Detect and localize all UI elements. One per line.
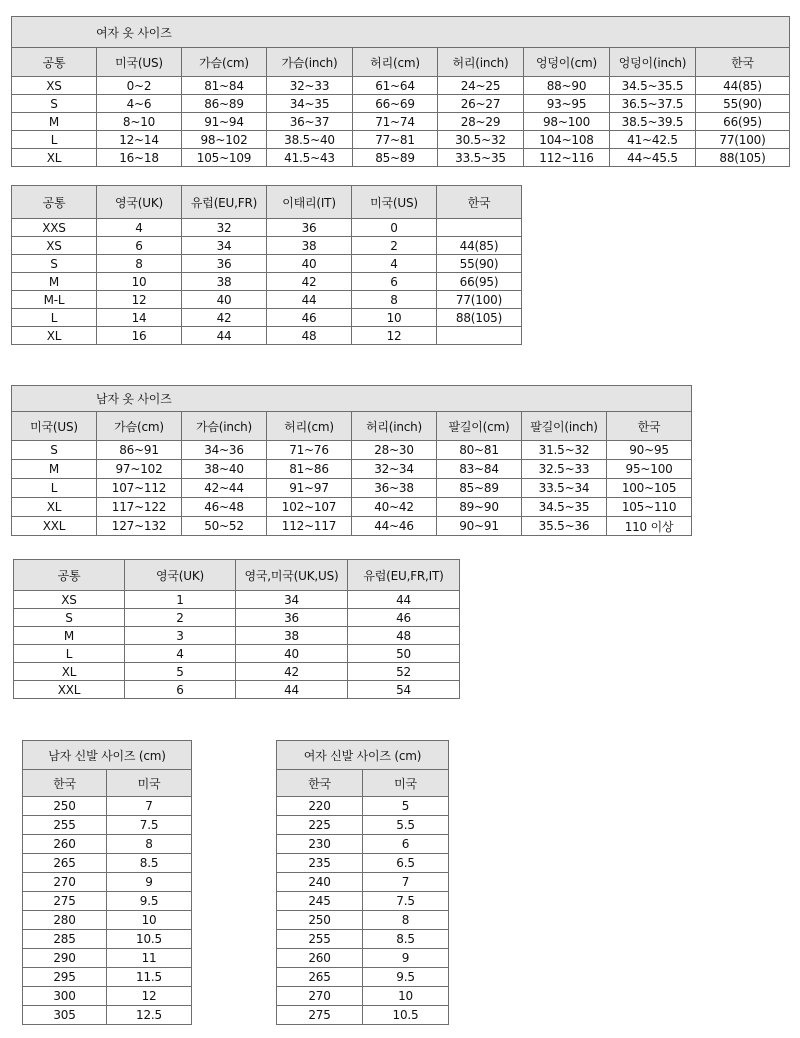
table-cell: 31.5~32 bbox=[522, 441, 607, 460]
table-cell: 255 bbox=[277, 930, 363, 949]
table-cell: 12.5 bbox=[107, 1006, 192, 1025]
table-row bbox=[23, 816, 192, 835]
table-cell: 265 bbox=[23, 854, 107, 873]
table-cell: 9 bbox=[363, 949, 449, 968]
table-cell: 127~132 bbox=[97, 517, 182, 536]
table-cell: 77~81 bbox=[353, 131, 438, 149]
table-cell: 54 bbox=[348, 681, 460, 699]
table-row bbox=[277, 816, 449, 835]
table-cell: 34~36 bbox=[182, 441, 267, 460]
table-row bbox=[12, 309, 522, 327]
table-cell: 40 bbox=[267, 255, 352, 273]
table-cell: 3 bbox=[125, 627, 236, 645]
table-cell: 12~14 bbox=[97, 131, 182, 149]
table-cell: S bbox=[12, 95, 97, 113]
table-cell: 11 bbox=[107, 949, 192, 968]
table-row bbox=[12, 291, 522, 309]
table-row bbox=[277, 968, 449, 987]
table-cell: L bbox=[12, 309, 97, 327]
table-cell: 10.5 bbox=[363, 1006, 449, 1025]
table-cell: 98~102 bbox=[182, 131, 267, 149]
column-header: 엉덩이(cm) bbox=[524, 48, 610, 77]
table-row bbox=[23, 968, 192, 987]
table-cell: 7.5 bbox=[107, 816, 192, 835]
women-clothes-title: 여자 옷 사이즈 bbox=[12, 17, 790, 48]
table-cell: 10.5 bbox=[107, 930, 192, 949]
table-cell: 12 bbox=[352, 327, 437, 345]
table-row bbox=[23, 1006, 192, 1025]
table-cell: 35.5~36 bbox=[522, 517, 607, 536]
table-cell: 41.5~43 bbox=[267, 149, 353, 167]
table-cell: 275 bbox=[277, 1006, 363, 1025]
table-cell: 71~76 bbox=[267, 441, 352, 460]
men-international-size-table bbox=[13, 559, 460, 699]
table-cell: 34.5~35.5 bbox=[610, 77, 696, 95]
table-cell: 112~116 bbox=[524, 149, 610, 167]
women-shoe-size-table bbox=[276, 740, 449, 1025]
table-cell: 105~109 bbox=[182, 149, 267, 167]
table-cell: 270 bbox=[23, 873, 107, 892]
table-cell: 85~89 bbox=[437, 479, 522, 498]
column-header: 공통 bbox=[12, 186, 97, 219]
table-cell: 2 bbox=[125, 609, 236, 627]
column-header: 영국(UK) bbox=[97, 186, 182, 219]
table-cell: 5 bbox=[125, 663, 236, 681]
column-header: 미국(US) bbox=[97, 48, 182, 77]
table-cell: L bbox=[12, 131, 97, 149]
table-cell: 260 bbox=[277, 949, 363, 968]
table-cell: 44~45.5 bbox=[610, 149, 696, 167]
table-cell: 42 bbox=[236, 663, 348, 681]
table-cell: 4 bbox=[97, 219, 182, 237]
table-cell: 33.5~34 bbox=[522, 479, 607, 498]
table-cell: 305 bbox=[23, 1006, 107, 1025]
table-cell: 12 bbox=[107, 987, 192, 1006]
men-clothes-size-table bbox=[11, 385, 692, 536]
table-row bbox=[12, 273, 522, 291]
table-cell: 26~27 bbox=[438, 95, 524, 113]
table-cell: 285 bbox=[23, 930, 107, 949]
table-cell: 91~94 bbox=[182, 113, 267, 131]
column-header: 한국 bbox=[23, 770, 107, 797]
column-header: 공통 bbox=[14, 560, 125, 591]
table-cell: 81~84 bbox=[182, 77, 267, 95]
table-cell: 280 bbox=[23, 911, 107, 930]
table-cell: 10 bbox=[363, 987, 449, 1006]
table-cell: XS bbox=[12, 77, 97, 95]
men-clothes-title: 남자 옷 사이즈 bbox=[12, 386, 692, 412]
table-cell: 42 bbox=[267, 273, 352, 291]
table-row bbox=[23, 797, 192, 816]
table-cell: 32~33 bbox=[267, 77, 353, 95]
table-cell: 98~100 bbox=[524, 113, 610, 131]
table-cell: 260 bbox=[23, 835, 107, 854]
table-cell: 38 bbox=[267, 237, 352, 255]
table-cell: 95~100 bbox=[607, 460, 692, 479]
table-cell: 90~95 bbox=[607, 441, 692, 460]
table-cell: 245 bbox=[277, 892, 363, 911]
table-cell: 36.5~37.5 bbox=[610, 95, 696, 113]
table-cell: 6 bbox=[125, 681, 236, 699]
table-cell: XL bbox=[14, 663, 125, 681]
table-cell: 85~89 bbox=[353, 149, 438, 167]
table-cell: 38.5~40 bbox=[267, 131, 353, 149]
table-cell: 30.5~32 bbox=[438, 131, 524, 149]
table-cell: 71~74 bbox=[353, 113, 438, 131]
table-cell: 77(100) bbox=[437, 291, 522, 309]
column-header: 영국(UK) bbox=[125, 560, 236, 591]
table-cell: 6.5 bbox=[363, 854, 449, 873]
column-header: 미국 bbox=[363, 770, 449, 797]
table-cell: 34 bbox=[236, 591, 348, 609]
table-row bbox=[277, 930, 449, 949]
table-cell: 2 bbox=[352, 237, 437, 255]
table-cell: 250 bbox=[277, 911, 363, 930]
column-header: 팔길이(inch) bbox=[522, 412, 607, 441]
table-row bbox=[23, 911, 192, 930]
table-cell: 90~91 bbox=[437, 517, 522, 536]
column-header: 공통 bbox=[12, 48, 97, 77]
table-cell: 8 bbox=[363, 911, 449, 930]
table-cell: 250 bbox=[23, 797, 107, 816]
table-cell: 44(85) bbox=[696, 77, 790, 95]
table-cell: 36~37 bbox=[267, 113, 353, 131]
table-cell: 32~34 bbox=[352, 460, 437, 479]
table-row bbox=[23, 835, 192, 854]
table-cell: 40 bbox=[236, 645, 348, 663]
table-row bbox=[12, 441, 692, 460]
column-header: 가슴(cm) bbox=[182, 48, 267, 77]
table-cell: 38 bbox=[236, 627, 348, 645]
table-cell: 5.5 bbox=[363, 816, 449, 835]
women-clothes-size-table bbox=[11, 16, 790, 167]
table-cell: 235 bbox=[277, 854, 363, 873]
table-row bbox=[277, 873, 449, 892]
table-row bbox=[277, 987, 449, 1006]
table-cell: 66(95) bbox=[437, 273, 522, 291]
table-row bbox=[12, 479, 692, 498]
table-cell: 7.5 bbox=[363, 892, 449, 911]
table-cell: 55(90) bbox=[696, 95, 790, 113]
table-cell: 48 bbox=[348, 627, 460, 645]
table-cell: 9.5 bbox=[363, 968, 449, 987]
table-cell: 33.5~35 bbox=[438, 149, 524, 167]
table-row bbox=[23, 930, 192, 949]
column-header: 가슴(cm) bbox=[97, 412, 182, 441]
table-row bbox=[12, 219, 522, 237]
table-cell: 32 bbox=[182, 219, 267, 237]
column-header: 팔길이(cm) bbox=[437, 412, 522, 441]
table-cell: 10 bbox=[352, 309, 437, 327]
column-header: 가슴(inch) bbox=[182, 412, 267, 441]
table-cell: 240 bbox=[277, 873, 363, 892]
table-cell: 4 bbox=[125, 645, 236, 663]
table-row bbox=[23, 854, 192, 873]
table-cell: 265 bbox=[277, 968, 363, 987]
men-shoes-title: 남자 신발 사이즈 (cm) bbox=[23, 741, 192, 770]
column-header: 엉덩이(inch) bbox=[610, 48, 696, 77]
column-header: 허리(inch) bbox=[438, 48, 524, 77]
table-row bbox=[12, 113, 790, 131]
table-cell: 107~112 bbox=[97, 479, 182, 498]
table-cell: 48 bbox=[267, 327, 352, 345]
table-row bbox=[14, 663, 460, 681]
table-cell: 6 bbox=[352, 273, 437, 291]
table-cell: 8.5 bbox=[107, 854, 192, 873]
table-cell: 38 bbox=[182, 273, 267, 291]
table-cell: 91~97 bbox=[267, 479, 352, 498]
table-row bbox=[14, 609, 460, 627]
table-cell: 83~84 bbox=[437, 460, 522, 479]
column-header: 유럽(EU,FR) bbox=[182, 186, 267, 219]
table-cell: 44 bbox=[348, 591, 460, 609]
table-row bbox=[12, 460, 692, 479]
column-header: 허리(cm) bbox=[353, 48, 438, 77]
table-cell: 230 bbox=[277, 835, 363, 854]
table-cell: XXL bbox=[12, 517, 97, 536]
table-cell: 34.5~35 bbox=[522, 498, 607, 517]
table-cell: 100~105 bbox=[607, 479, 692, 498]
table-cell: 4~6 bbox=[97, 95, 182, 113]
table-cell: 28~29 bbox=[438, 113, 524, 131]
column-header: 허리(cm) bbox=[267, 412, 352, 441]
table-cell: 9.5 bbox=[107, 892, 192, 911]
table-cell: 12 bbox=[97, 291, 182, 309]
column-header: 미국 bbox=[107, 770, 192, 797]
table-cell: XS bbox=[14, 591, 125, 609]
table-cell: 36 bbox=[267, 219, 352, 237]
table-row bbox=[12, 95, 790, 113]
table-cell: 55(90) bbox=[437, 255, 522, 273]
table-cell: XL bbox=[12, 327, 97, 345]
table-row bbox=[12, 255, 522, 273]
table-row bbox=[277, 854, 449, 873]
table-cell: M bbox=[12, 460, 97, 479]
table-cell: S bbox=[14, 609, 125, 627]
table-cell: 44 bbox=[236, 681, 348, 699]
table-cell: 77(100) bbox=[696, 131, 790, 149]
table-row bbox=[12, 131, 790, 149]
column-header: 한국 bbox=[437, 186, 522, 219]
table-cell: 8 bbox=[352, 291, 437, 309]
table-cell: 36~38 bbox=[352, 479, 437, 498]
table-cell: 34~35 bbox=[267, 95, 353, 113]
table-cell: 44~46 bbox=[352, 517, 437, 536]
table-cell: 86~89 bbox=[182, 95, 267, 113]
table-cell: 8~10 bbox=[97, 113, 182, 131]
table-cell: 300 bbox=[23, 987, 107, 1006]
table-cell: 66~69 bbox=[353, 95, 438, 113]
table-cell: L bbox=[12, 479, 97, 498]
table-row bbox=[14, 681, 460, 699]
table-cell: L bbox=[14, 645, 125, 663]
table-cell: M bbox=[14, 627, 125, 645]
table-cell bbox=[437, 219, 522, 237]
table-cell: S bbox=[12, 255, 97, 273]
table-row bbox=[277, 911, 449, 930]
table-cell: 89~90 bbox=[437, 498, 522, 517]
table-cell: XL bbox=[12, 149, 97, 167]
table-cell: XS bbox=[12, 237, 97, 255]
table-cell: M bbox=[12, 113, 97, 131]
table-row bbox=[23, 892, 192, 911]
table-cell: 36 bbox=[182, 255, 267, 273]
table-cell: 8 bbox=[107, 835, 192, 854]
table-cell: 112~117 bbox=[267, 517, 352, 536]
table-cell: 42~44 bbox=[182, 479, 267, 498]
table-cell: 50~52 bbox=[182, 517, 267, 536]
table-row bbox=[12, 149, 790, 167]
table-cell: 41~42.5 bbox=[610, 131, 696, 149]
table-cell: 14 bbox=[97, 309, 182, 327]
table-cell: 6 bbox=[97, 237, 182, 255]
table-cell: 8.5 bbox=[363, 930, 449, 949]
table-cell: 38.5~39.5 bbox=[610, 113, 696, 131]
table-cell: 24~25 bbox=[438, 77, 524, 95]
column-header: 한국 bbox=[696, 48, 790, 77]
table-cell: 110 이상 bbox=[607, 517, 692, 536]
table-cell: 52 bbox=[348, 663, 460, 681]
table-cell: 7 bbox=[107, 797, 192, 816]
table-cell: 97~102 bbox=[97, 460, 182, 479]
table-row bbox=[23, 987, 192, 1006]
table-cell: 9 bbox=[107, 873, 192, 892]
table-cell: 255 bbox=[23, 816, 107, 835]
table-cell: 7 bbox=[363, 873, 449, 892]
table-cell: 295 bbox=[23, 968, 107, 987]
table-cell: 34 bbox=[182, 237, 267, 255]
table-cell: 104~108 bbox=[524, 131, 610, 149]
table-row bbox=[23, 949, 192, 968]
table-cell: 61~64 bbox=[353, 77, 438, 95]
table-cell: 93~95 bbox=[524, 95, 610, 113]
table-cell: 36 bbox=[236, 609, 348, 627]
table-cell: 4 bbox=[352, 255, 437, 273]
column-header: 유럽(EU,FR,IT) bbox=[348, 560, 460, 591]
table-cell: 290 bbox=[23, 949, 107, 968]
table-cell: 44 bbox=[267, 291, 352, 309]
table-cell: 275 bbox=[23, 892, 107, 911]
table-cell: 81~86 bbox=[267, 460, 352, 479]
table-cell: 5 bbox=[363, 797, 449, 816]
table-cell bbox=[437, 327, 522, 345]
table-cell: 88~90 bbox=[524, 77, 610, 95]
column-header: 한국 bbox=[277, 770, 363, 797]
table-cell: 11.5 bbox=[107, 968, 192, 987]
column-header: 영국,미국(UK,US) bbox=[236, 560, 348, 591]
table-cell: 28~30 bbox=[352, 441, 437, 460]
table-row bbox=[14, 591, 460, 609]
table-cell: 8 bbox=[97, 255, 182, 273]
table-cell: 66(95) bbox=[696, 113, 790, 131]
table-row bbox=[277, 892, 449, 911]
men-shoe-size-table bbox=[22, 740, 192, 1025]
column-header: 미국(US) bbox=[352, 186, 437, 219]
table-cell: 40~42 bbox=[352, 498, 437, 517]
table-row bbox=[12, 237, 522, 255]
table-cell: 102~107 bbox=[267, 498, 352, 517]
table-cell: 80~81 bbox=[437, 441, 522, 460]
table-row bbox=[23, 873, 192, 892]
table-cell: M-L bbox=[12, 291, 97, 309]
table-row bbox=[277, 1006, 449, 1025]
women-international-size-table bbox=[11, 185, 522, 345]
table-cell: 16 bbox=[97, 327, 182, 345]
table-cell: 44 bbox=[182, 327, 267, 345]
table-cell: 42 bbox=[182, 309, 267, 327]
table-cell: 1 bbox=[125, 591, 236, 609]
table-cell: 32.5~33 bbox=[522, 460, 607, 479]
table-row bbox=[277, 949, 449, 968]
table-cell: 117~122 bbox=[97, 498, 182, 517]
table-cell: 10 bbox=[97, 273, 182, 291]
table-cell: 6 bbox=[363, 835, 449, 854]
table-cell: 225 bbox=[277, 816, 363, 835]
women-shoes-title: 여자 신발 사이즈 (cm) bbox=[277, 741, 449, 770]
table-cell: 86~91 bbox=[97, 441, 182, 460]
table-cell: 46~48 bbox=[182, 498, 267, 517]
column-header: 한국 bbox=[607, 412, 692, 441]
column-header: 이태리(IT) bbox=[267, 186, 352, 219]
table-cell: 0~2 bbox=[97, 77, 182, 95]
table-row bbox=[12, 517, 692, 536]
table-row bbox=[277, 797, 449, 816]
table-cell: 44(85) bbox=[437, 237, 522, 255]
table-cell: 38~40 bbox=[182, 460, 267, 479]
table-row bbox=[277, 835, 449, 854]
table-row bbox=[14, 645, 460, 663]
table-row bbox=[12, 327, 522, 345]
table-cell: 88(105) bbox=[437, 309, 522, 327]
table-row bbox=[12, 77, 790, 95]
column-header: 허리(inch) bbox=[352, 412, 437, 441]
column-header: 미국(US) bbox=[12, 412, 97, 441]
table-cell: 0 bbox=[352, 219, 437, 237]
table-row bbox=[14, 627, 460, 645]
table-cell: 10 bbox=[107, 911, 192, 930]
table-cell: 46 bbox=[348, 609, 460, 627]
table-cell: 220 bbox=[277, 797, 363, 816]
table-cell: XXS bbox=[12, 219, 97, 237]
table-cell: 270 bbox=[277, 987, 363, 1006]
table-cell: 16~18 bbox=[97, 149, 182, 167]
table-cell: 46 bbox=[267, 309, 352, 327]
column-header: 가슴(inch) bbox=[267, 48, 353, 77]
table-cell: M bbox=[12, 273, 97, 291]
table-cell: S bbox=[12, 441, 97, 460]
table-cell: XXL bbox=[14, 681, 125, 699]
table-cell: 40 bbox=[182, 291, 267, 309]
table-cell: 105~110 bbox=[607, 498, 692, 517]
table-row bbox=[12, 498, 692, 517]
table-cell: 88(105) bbox=[696, 149, 790, 167]
table-cell: 50 bbox=[348, 645, 460, 663]
table-cell: XL bbox=[12, 498, 97, 517]
